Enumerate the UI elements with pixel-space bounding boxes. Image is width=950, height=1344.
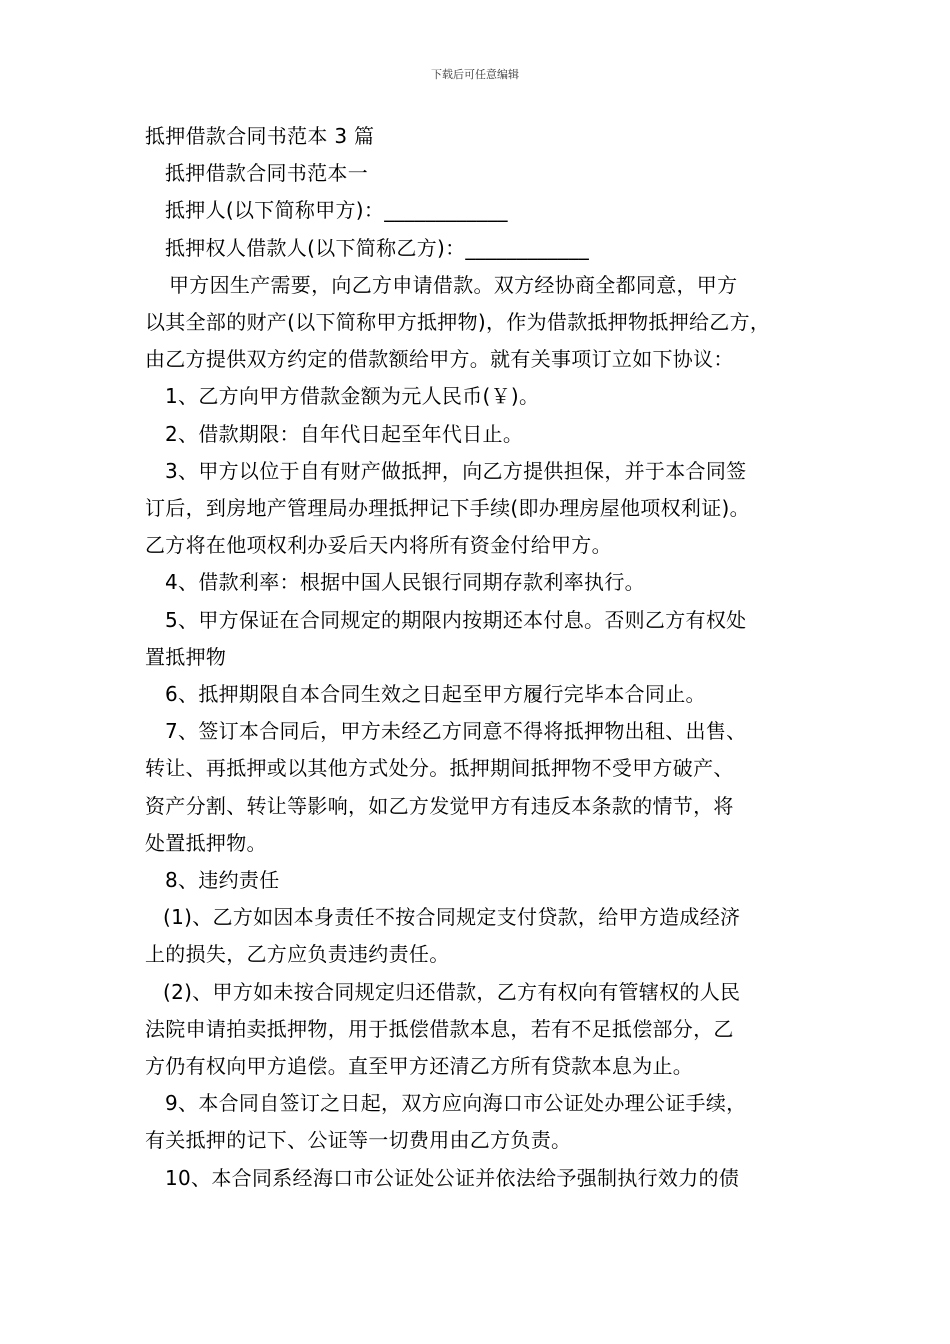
body-line: 8、违约责任	[165, 868, 280, 893]
body-line: 乙方将在他项权利办妥后天内将所有资金付给甲方。	[145, 533, 612, 558]
body-line: 由乙方提供双方约定的借款额给甲方。就有关事项订立如下协议：	[145, 347, 734, 372]
body-line: 转让、再抵押或以其他方式处分。抵押期间抵押物不受甲方破产、	[145, 756, 734, 781]
body-line: 方仍有权向甲方追偿。直至甲方还清乙方所有贷款本息为止。	[145, 1054, 694, 1079]
body-line: (2)、甲方如未按合同规定归还借款，乙方有权向有管辖权的人民	[163, 979, 741, 1004]
body-line: 5、甲方保证在合同规定的期限内按期还本付息。否则乙方有权处	[165, 607, 747, 632]
body-line: 抵押权人借款人(以下简称乙方)：____________	[165, 235, 590, 260]
body-line: (1)、乙方如因本身责任不按合同规定支付贷款，给甲方造成经济	[163, 905, 741, 930]
body-line: 处置抵押物。	[145, 830, 267, 855]
body-line: 10、本合同系经海口市公证处公证并依法给予强制执行效力的债	[165, 1165, 740, 1190]
body-line: 6、抵押期限自本合同生效之日起至甲方履行完毕本合同止。	[165, 682, 706, 707]
body-line: 抵押人(以下简称甲方)：____________	[165, 198, 508, 223]
body-line: 以其全部的财产(以下简称甲方抵押物)，作为借款抵押物抵押给乙方，	[145, 310, 771, 335]
body-line: 甲方因生产需要，向乙方申请借款。双方经协商全都同意，甲方	[169, 272, 738, 297]
body-line: 3、甲方以位于自有财产做抵押，向乙方提供担保，并于本合同签	[165, 458, 747, 483]
body-line: 上的损失，乙方应负责违约责任。	[145, 942, 450, 967]
contract-body	[145, 118, 815, 1197]
body-line: 1、乙方向甲方借款金额为元人民币(￥)。	[165, 384, 540, 409]
body-line: 置抵押物	[145, 644, 227, 669]
header-note: 下载后可任意编辑	[431, 68, 519, 81]
document-title: 抵押借款合同书范本 3 篇	[145, 124, 375, 148]
body-line: 2、借款期限：自年代日起至年代日止。	[165, 421, 524, 446]
body-line: 法院申请拍卖抵押物，用于抵偿借款本息，若有不足抵偿部分，乙	[145, 1016, 734, 1041]
body-line: 9、本合同自签订之日起，双方应向海口市公证处办理公证手续，	[165, 1091, 747, 1116]
body-line: 7、签订本合同后，甲方未经乙方同意不得将抵押物出租、出售、	[165, 719, 747, 744]
body-line: 4、借款利率：根据中国人民银行同期存款利率执行。	[165, 570, 645, 595]
body-line: 抵押借款合同书范本一	[165, 161, 368, 186]
body-line: 有关抵押的记下、公证等一切费用由乙方负责。	[145, 1128, 572, 1153]
body-line: 资产分割、转让等影响，如乙方发觉甲方有违反本条款的情节，将	[145, 793, 734, 818]
body-line: 订后，到房地产管理局办理抵押记下手续(即办理房屋他项权利证)。	[145, 496, 750, 521]
